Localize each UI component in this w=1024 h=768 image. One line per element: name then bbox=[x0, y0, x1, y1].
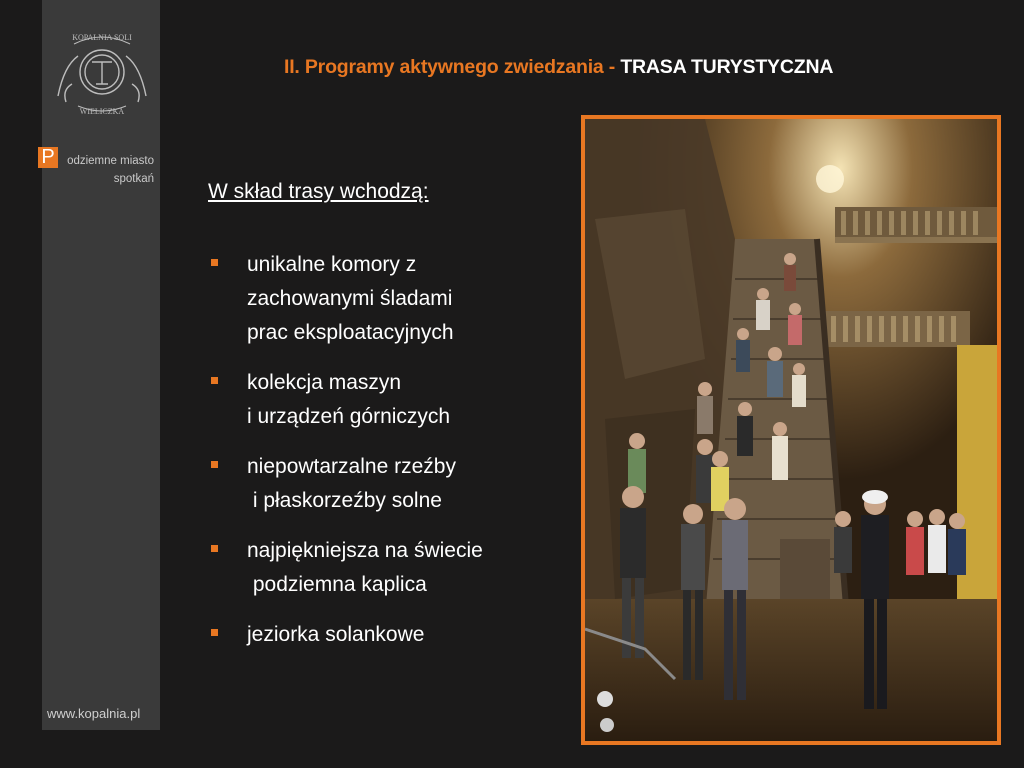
slide-title bbox=[284, 56, 833, 79]
bullet-item bbox=[208, 366, 548, 434]
bullet-text-line: prac eksploatacyjnych bbox=[247, 321, 454, 344]
intro-heading: W skład trasy wchodzą: bbox=[208, 180, 429, 203]
bullet-item bbox=[208, 248, 548, 350]
mine-tour-photo bbox=[581, 115, 1001, 745]
bullet-marker bbox=[211, 461, 218, 468]
bullet-text-line: kolekcja maszyn bbox=[247, 371, 402, 394]
tagline-line-1: odziemne miasto bbox=[67, 155, 154, 167]
bullet-text-line: jeziorka solankowe bbox=[247, 623, 425, 646]
bullet-list bbox=[208, 248, 548, 668]
bullet-text-line: podziemna kaplica bbox=[247, 573, 427, 596]
bullet-text-line: zachowanymi śladami bbox=[247, 287, 453, 310]
tagline-line-2: spotkań bbox=[113, 173, 154, 185]
bullet-text-line: najpiękniejsza na świecie bbox=[247, 539, 483, 562]
bullet-text-line: i płaskorzeźby solne bbox=[247, 489, 442, 512]
bullet-marker bbox=[211, 629, 218, 636]
bullet-marker bbox=[211, 545, 218, 552]
title-subject: TRASA TURYSTYCZNA bbox=[620, 56, 834, 78]
bullet-text-line: unikalne komory z bbox=[247, 253, 417, 276]
title-section: II. Programy aktywnego zwiedzania - bbox=[284, 56, 621, 78]
logo-top-text: KOPALNIA SOLI bbox=[72, 33, 132, 42]
bullet-text-line: i urządzeń górniczych bbox=[247, 405, 451, 428]
website-link[interactable]: www.kopalnia.pl bbox=[47, 706, 141, 721]
tagline bbox=[58, 152, 154, 188]
bullet-item bbox=[208, 450, 548, 518]
bullet-item bbox=[208, 618, 548, 652]
bullet-item bbox=[208, 534, 548, 602]
kopalnia-soli-logo bbox=[48, 26, 156, 118]
photo-illustration bbox=[585, 119, 997, 741]
logo-bottom-text: WIELICZKA bbox=[79, 107, 125, 116]
bullet-marker bbox=[211, 259, 218, 266]
bullet-marker bbox=[211, 377, 218, 384]
tagline-letter-box: P bbox=[38, 147, 58, 168]
bullet-text-line: niepowtarzalne rzeźby bbox=[247, 455, 456, 478]
